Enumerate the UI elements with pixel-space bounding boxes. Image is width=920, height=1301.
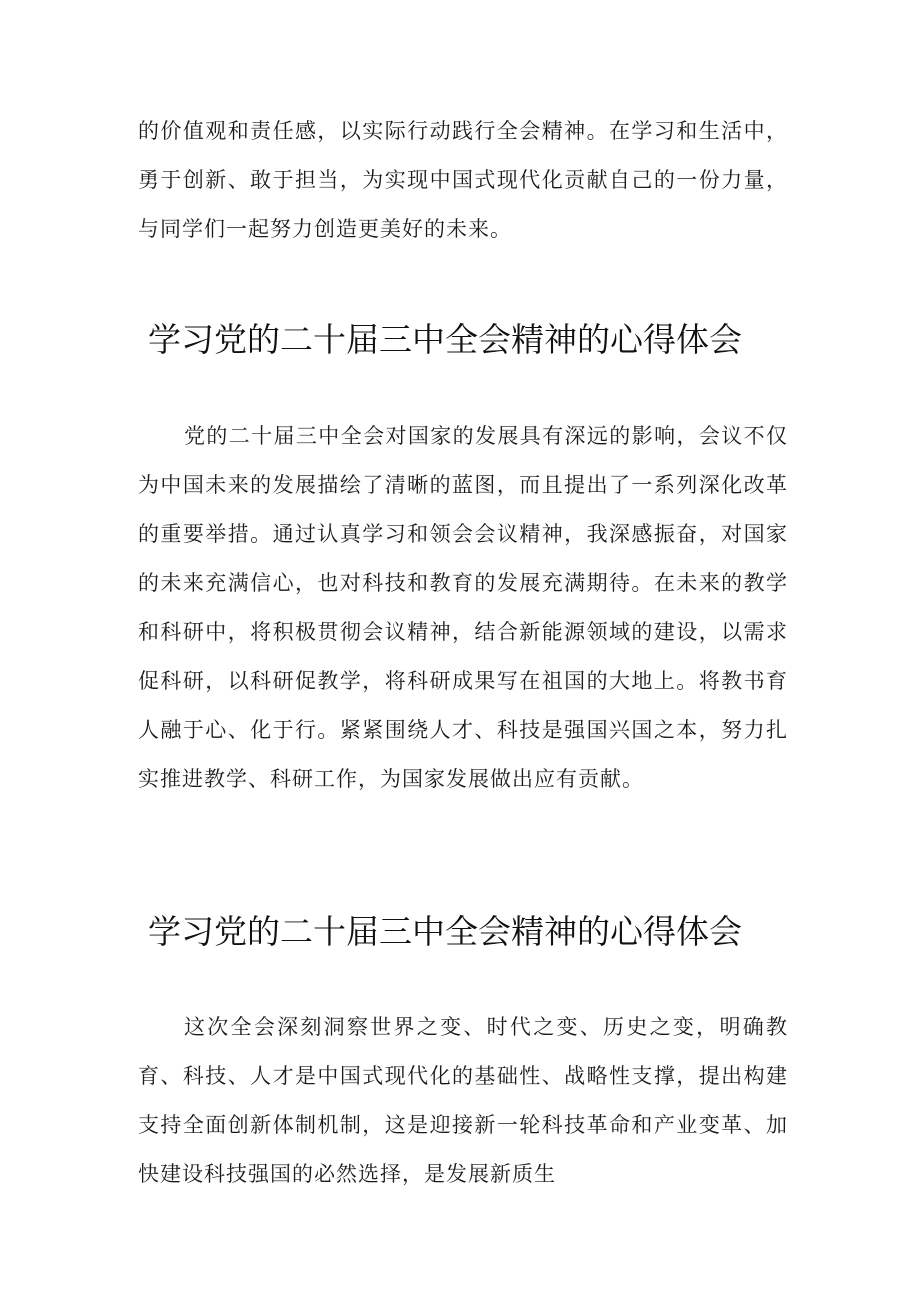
section-heading-2: 学习党的二十届三中全会精神的心得体会 — [148, 912, 742, 951]
paragraph-continuation: 的价值观和责任感，以实际行动践行全会精神。在学习和生活中，勇于创新、敢于担当，为实现中国式现代化贡献自己的一份力量，与同学们一起努力创造更美好的未来。 — [138, 119, 788, 241]
paragraph-body-2: 这次全会深刻洞察世界之变、时代之变、历史之变，明确教育、科技、人才是中国式现代化的基础性、战略性支撑，提出构建支持全面创新体制机制，这是迎接新一轮科技革命和产业变革、加快建设科技强国的必然选择，是发展新质生 — [138, 1015, 788, 1186]
section-heading-1: 学习党的二十届三中全会精神的心得体会 — [148, 320, 742, 359]
paragraph-body-1: 党的二十届三中全会对国家的发展具有深远的影响，会议不仅为中国未来的发展描绘了清晰的蓝图，而且提出了一系列深化改革的重要举措。通过认真学习和领会会议精神，我深感振奋，对国家的未来充满信心，也对科技和教育的发展充满期待。在未来的教学和科研中，将积极贯彻会议精神，结合新能源领域的建设，以需求促科研，以科研促教学，将科研成果写在祖国的大地上。将教书育人融于心、化于行。紧紧围绕人才、科技是强国兴国之本，努力扎实推进教学、科研工作，为国家发展做出应有贡献。 — [138, 424, 788, 791]
